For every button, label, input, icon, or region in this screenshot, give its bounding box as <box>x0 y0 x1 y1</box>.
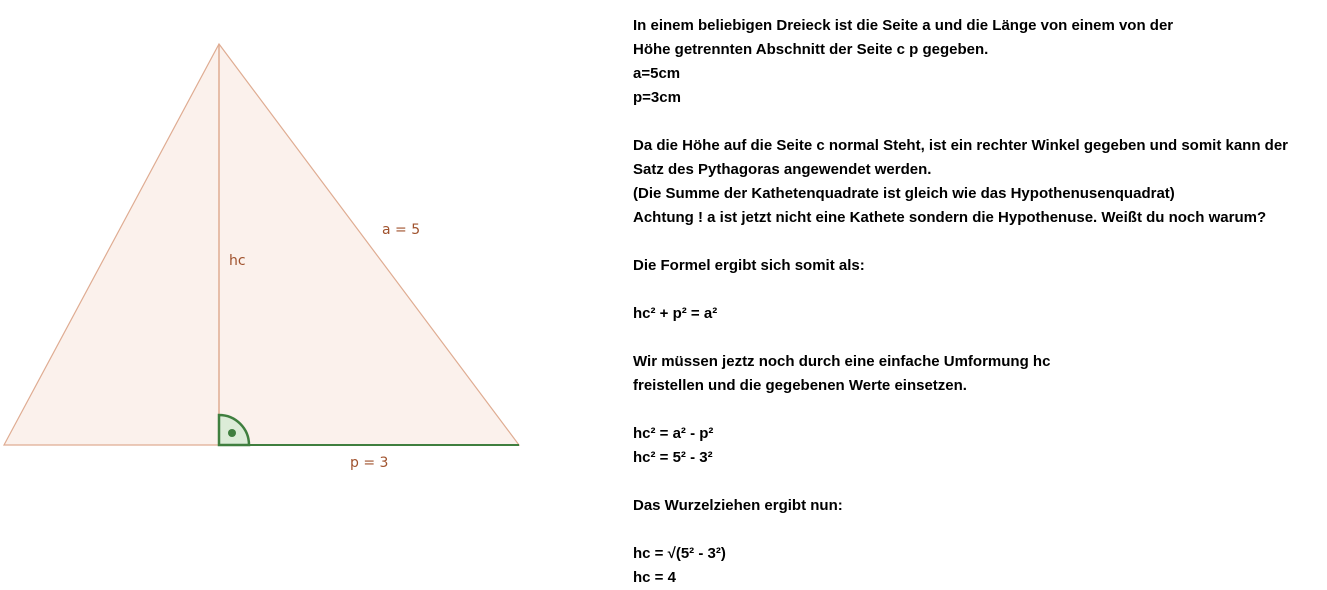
triangle-diagram <box>0 0 600 583</box>
text-line <box>633 398 1327 422</box>
text-line: Satz des Pythagoras angewendet werden. <box>633 161 932 178</box>
text-line: hc² = a² - p² <box>633 425 714 442</box>
triangle <box>4 44 519 445</box>
text-line <box>633 278 1327 302</box>
label-a: a = 5 <box>382 222 421 238</box>
text-line: Höhe getrennten Abschnitt der Seite c p gegeben. <box>633 41 989 58</box>
text-line: Achtung ! a ist jetzt nicht eine Kathete sondern die Hypothenuse. Weißt du noch warum? <box>633 209 1267 226</box>
text-line: (Die Summe der Kathetenquadrate ist gleich wie das Hypothenusenquadrat) <box>633 185 1175 202</box>
label-p: p = 3 <box>350 455 389 471</box>
text-line <box>633 326 1327 350</box>
text-line: Die Formel ergibt sich somit als: <box>633 257 865 274</box>
text-line <box>633 110 1327 134</box>
text-line: Das Wurzelziehen ergibt nun: <box>633 497 843 514</box>
right-angle-dot <box>228 429 236 437</box>
text-line <box>633 518 1327 542</box>
label-hc: hc <box>229 253 246 269</box>
explanation-text <box>633 14 1327 590</box>
text-line: Wir müssen jeztz noch durch eine einfache Umformung hc <box>633 353 1051 370</box>
text-line: freistellen und die gegebenen Werte einsetzen. <box>633 377 967 394</box>
text-line <box>633 470 1327 494</box>
text-line <box>633 230 1327 254</box>
text-line: In einem beliebigen Dreieck ist die Seite a und die Länge von einem von der <box>633 17 1174 34</box>
text-line: hc = 4 <box>633 569 676 586</box>
text-line: hc = √(5² - 3²) <box>633 545 726 562</box>
text-line: hc² + p² = a² <box>633 305 718 322</box>
text-line: p=3cm <box>633 89 681 106</box>
text-line: a=5cm <box>633 65 681 82</box>
text-line: hc² = 5² - 3² <box>633 449 713 466</box>
text-line: Da die Höhe auf die Seite c normal Steht, ist ein rechter Winkel gegeben und somit kann der <box>633 137 1289 154</box>
